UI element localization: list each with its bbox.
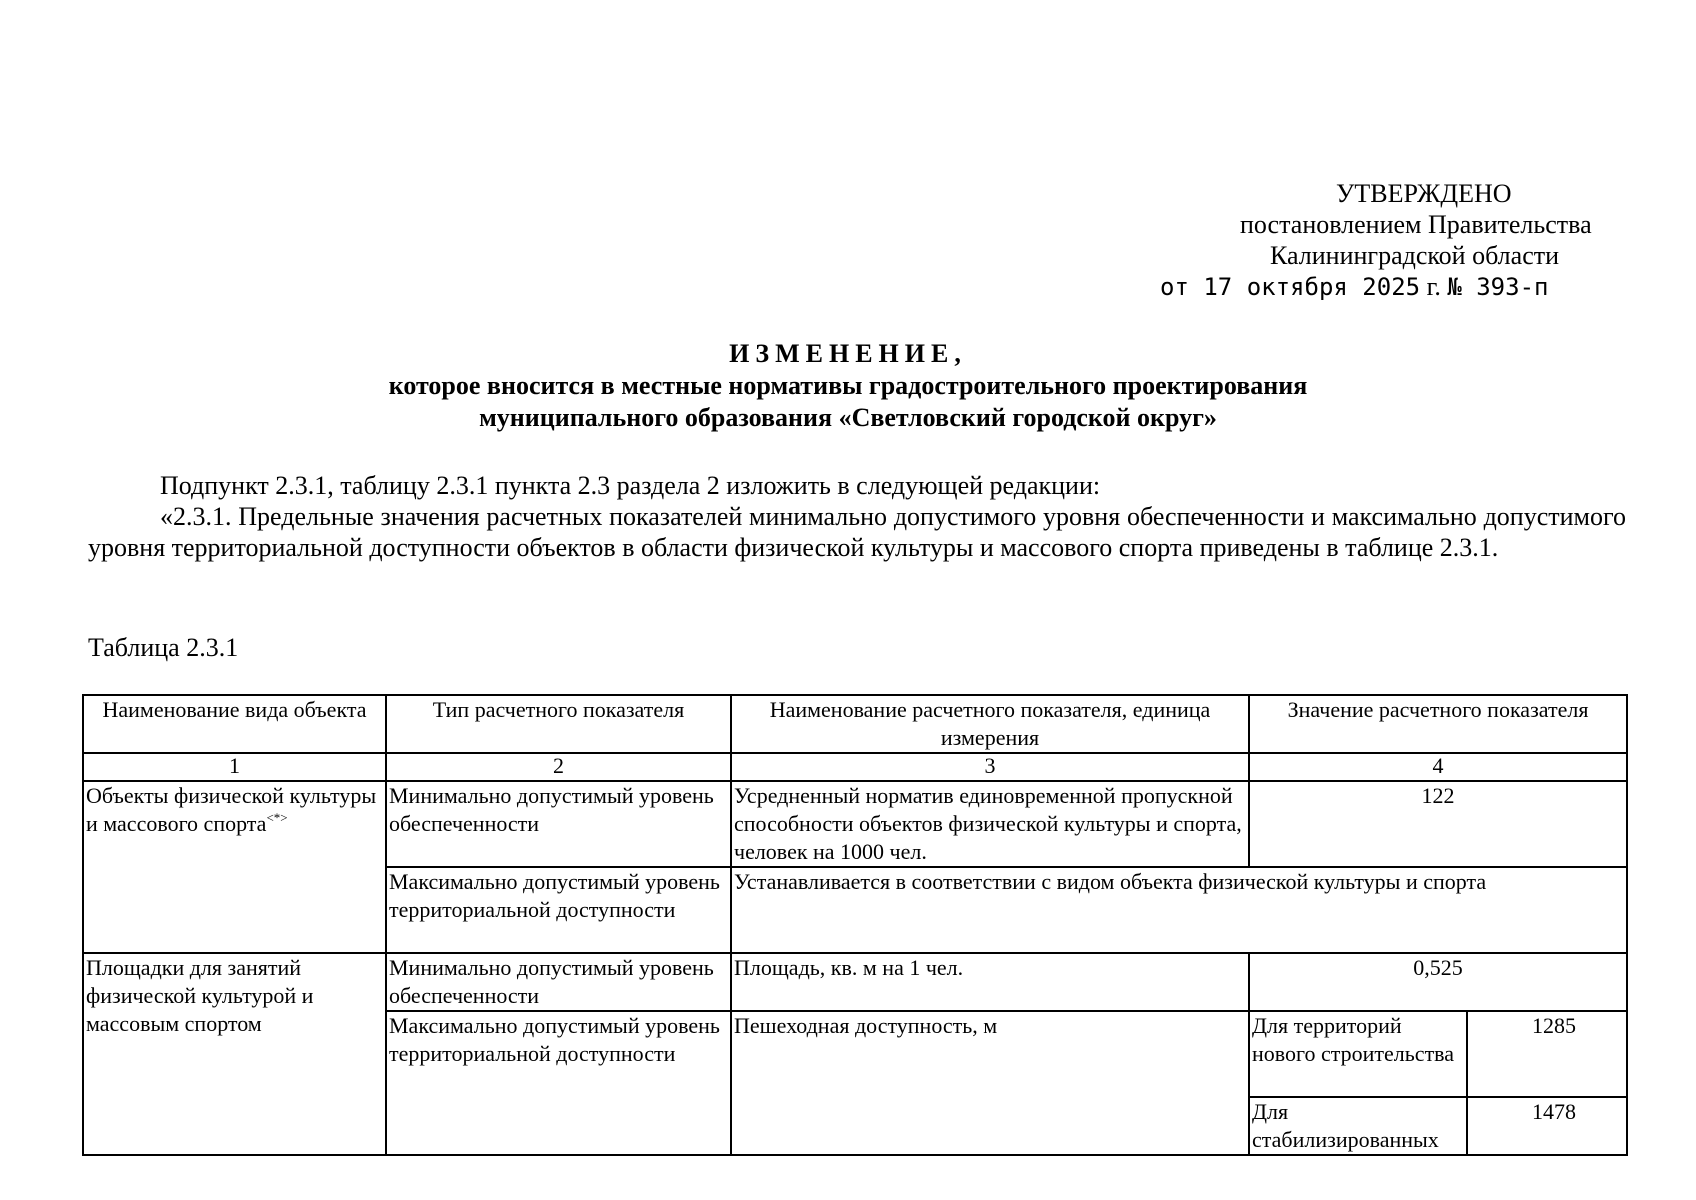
indicator-name-cell: Площадь, кв. м на 1 чел. bbox=[731, 953, 1249, 1011]
title-line-2: которое вносится в местные нормативы градостроительного проектирования bbox=[388, 371, 1308, 400]
table-header-row bbox=[83, 695, 1627, 753]
title-line-3: муниципального образования «Светловский городской округ» bbox=[479, 403, 1217, 432]
object-name-cell bbox=[83, 781, 386, 953]
object-name: Объекты физической культуры и массового спорта bbox=[86, 783, 377, 836]
header-cell: Значение расчетного показателя bbox=[1249, 695, 1627, 753]
body-paragraph-1: Подпункт 2.3.1, таблицу 2.3.1 пункта 2.3 раздела 2 изложить в следующей редакции: bbox=[160, 471, 1101, 500]
document-title bbox=[0, 338, 1696, 434]
column-number: 3 bbox=[731, 753, 1249, 781]
sub-category-cell: Для стабилизированных bbox=[1249, 1097, 1467, 1155]
table-number-row bbox=[83, 753, 1627, 781]
indicator-type-cell: Максимально допустимый уровень территориальной доступности bbox=[386, 867, 731, 953]
table-row bbox=[83, 781, 1627, 867]
table-row bbox=[83, 953, 1627, 1011]
sub-category-cell: Для территорий нового строительства bbox=[1249, 1011, 1467, 1097]
title-main: ИЗМЕНЕНИЕ, bbox=[729, 339, 967, 368]
sub-value-cell: 1285 bbox=[1467, 1011, 1627, 1097]
approval-line-3: Калининградской области bbox=[1270, 241, 1560, 270]
indicator-type-cell: Максимально допустимый уровень территориальной доступности bbox=[386, 1011, 731, 1155]
approval-line-1: УТВЕРЖДЕНО bbox=[1336, 179, 1512, 208]
approval-date-line bbox=[1130, 271, 1630, 303]
document-body bbox=[88, 470, 1626, 563]
header-cell: Тип расчетного показателя bbox=[386, 695, 731, 753]
approval-number: № 393-п bbox=[1447, 273, 1549, 301]
header-cell: Наименование вида объекта bbox=[83, 695, 386, 753]
indicator-type-cell: Минимально допустимый уровень обеспеченности bbox=[386, 953, 731, 1011]
column-number: 1 bbox=[83, 753, 386, 781]
indicator-value-cell: 0,525 bbox=[1249, 953, 1627, 1011]
approval-date: от 17 октября 2025 bbox=[1160, 273, 1421, 301]
norms-table bbox=[82, 694, 1628, 1156]
body-paragraph-2: «2.3.1. Предельные значения расчетных показателей минимально допустимого уровня обеспеченности и максимально допустимого уровня территориальной доступности объектов в области физической культуры и массового спорта приведены в таблице 2.3.1. bbox=[88, 502, 1626, 562]
table-caption: Таблица 2.3.1 bbox=[88, 633, 239, 662]
header-cell: Наименование расчетного показателя, единица измерения bbox=[731, 695, 1249, 753]
approval-block bbox=[1130, 178, 1630, 303]
object-name-cell: Площадки для занятий физической культурой и массовым спортом bbox=[83, 953, 386, 1155]
sub-value-cell: 1478 bbox=[1467, 1097, 1627, 1155]
indicator-value-cell: 122 bbox=[1249, 781, 1627, 867]
column-number: 2 bbox=[386, 753, 731, 781]
approval-line-2: постановлением Правительства bbox=[1240, 210, 1592, 239]
column-number: 4 bbox=[1249, 753, 1627, 781]
indicator-name-cell: Усредненный норматив единовременной пропускной способности объектов физической культуры и спорта, человек на 1000 чел. bbox=[731, 781, 1249, 867]
indicator-name-cell: Пешеходная доступность, м bbox=[731, 1011, 1249, 1155]
indicator-name-cell: Устанавливается в соответствии с видом объекта физической культуры и спорта bbox=[731, 867, 1627, 953]
indicator-type-cell: Минимально допустимый уровень обеспеченности bbox=[386, 781, 731, 867]
approval-year-suffix: г. bbox=[1420, 272, 1448, 301]
footnote-marker: <*> bbox=[266, 810, 288, 825]
